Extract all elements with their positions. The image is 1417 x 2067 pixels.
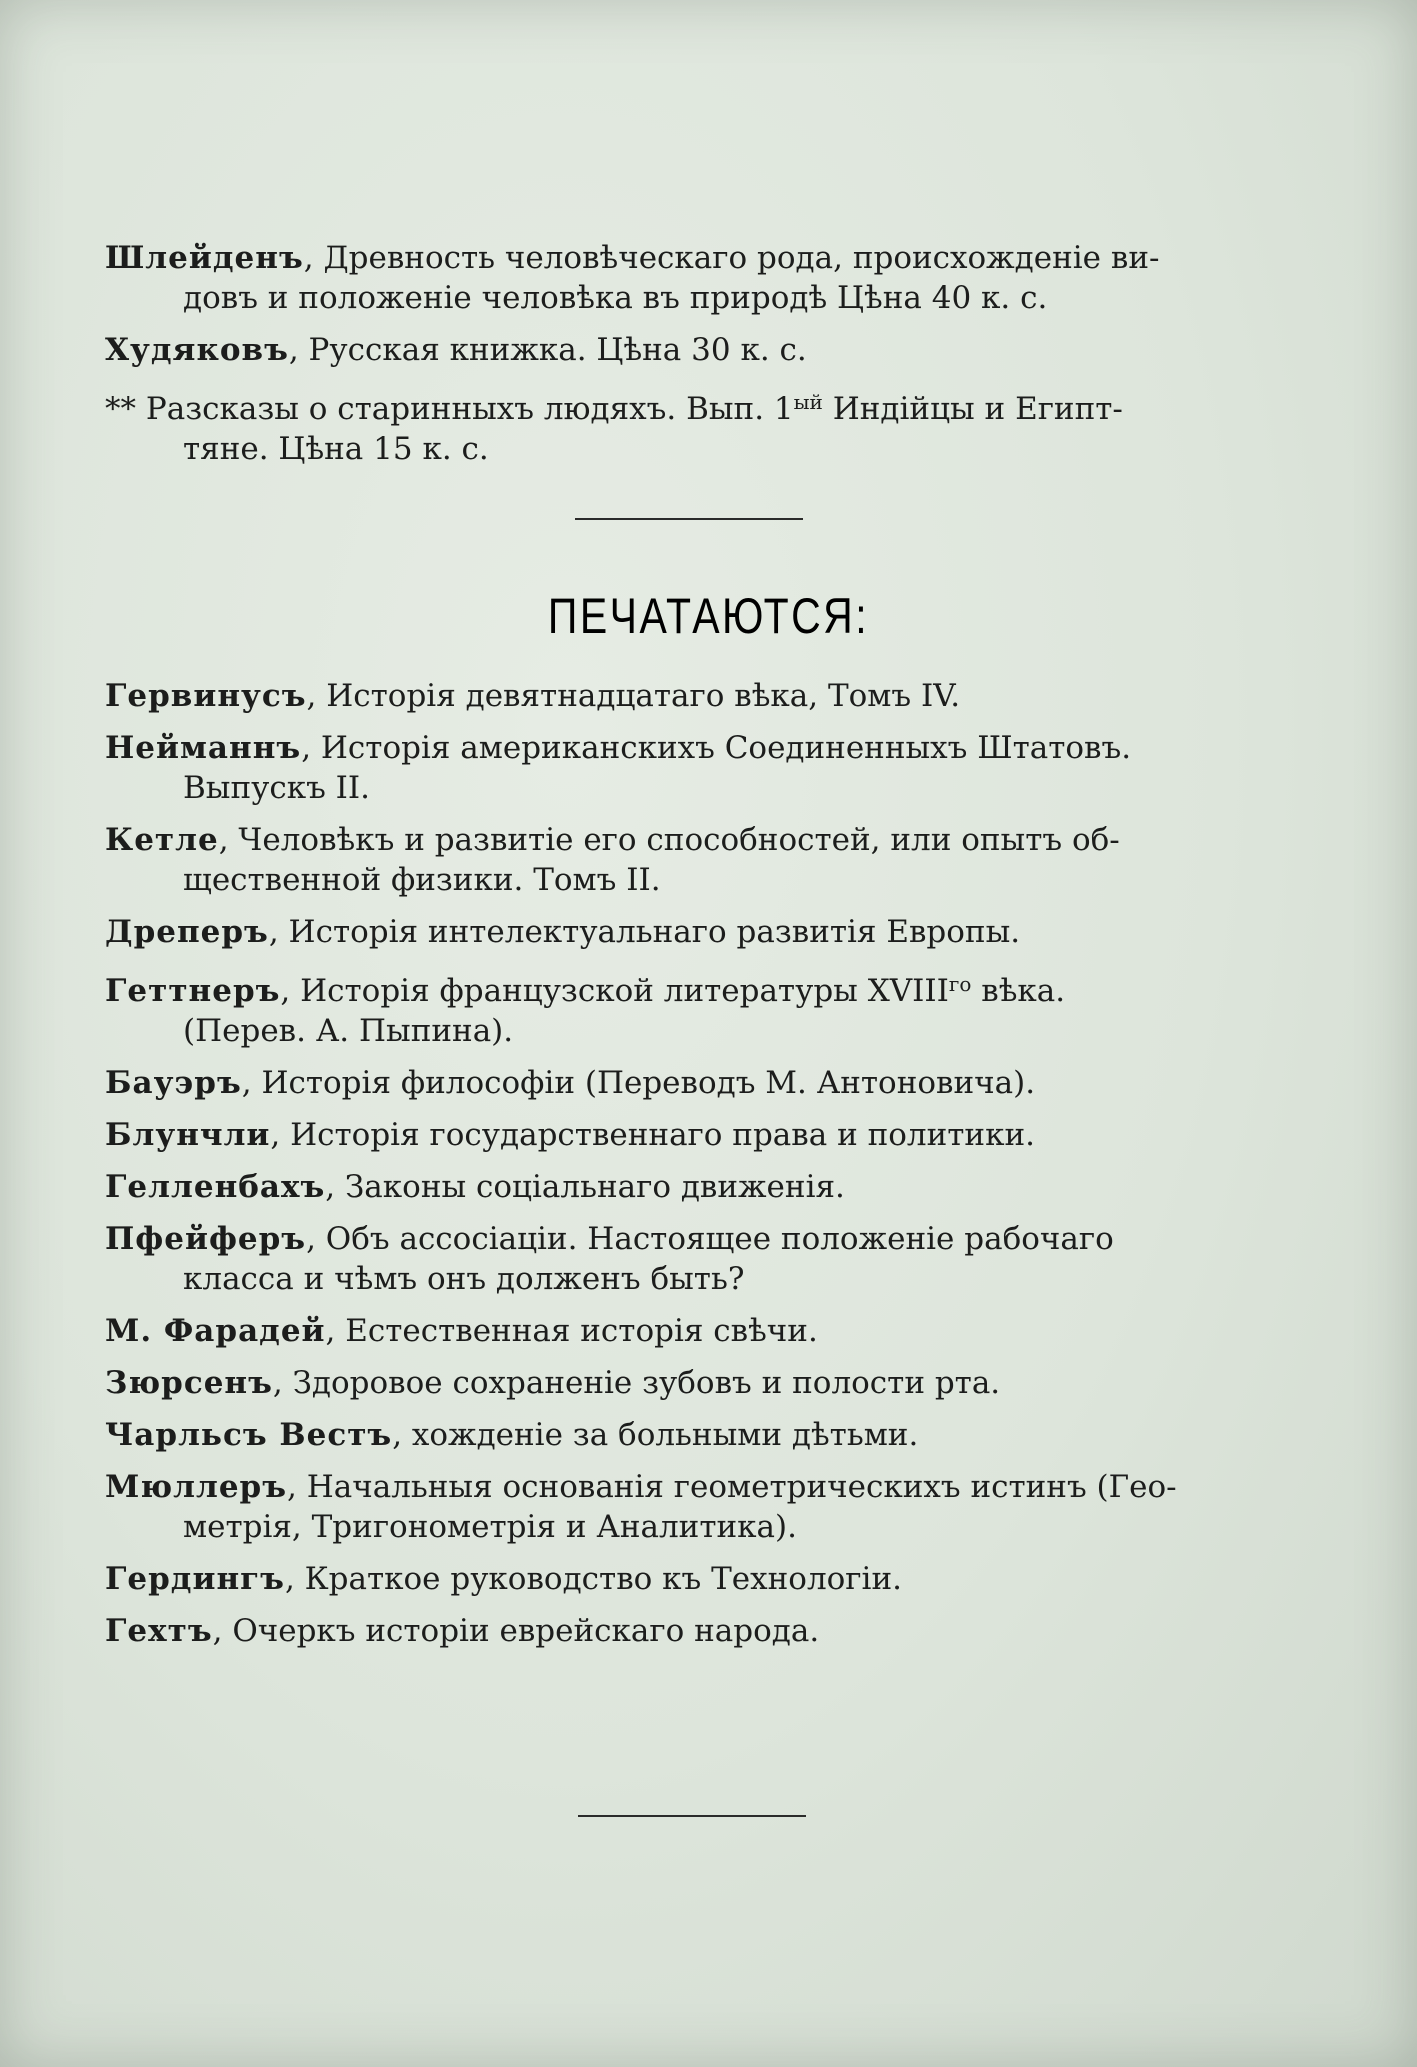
forthcoming-list	[105, 676, 1283, 1663]
author-name: Геттнеръ	[105, 973, 281, 1009]
entry-text: , Исторія философіи (Переводъ М. Антоновича).	[241, 1065, 1036, 1101]
entry-text-cont: (Перев. А. Пыпина).	[183, 1013, 514, 1049]
section-heading: ПЕЧАТАЮТСЯ:	[547, 588, 870, 644]
entry-text-cont: Выпускъ II.	[183, 770, 371, 806]
entry-text: , Законы соціальнаго движенія.	[325, 1169, 845, 1205]
book-entry-hellenbach	[105, 1167, 1283, 1207]
entry-text: , Естественная исторія свѣчи.	[325, 1313, 818, 1349]
author-name: Шлейденъ	[105, 240, 304, 276]
book-entry-hettner	[105, 964, 1283, 1051]
heading-wrap	[0, 586, 1417, 646]
book-entry-bauer	[105, 1063, 1283, 1103]
double-asterisk: **	[105, 391, 136, 427]
author-name: Бауэръ	[105, 1065, 242, 1101]
entry-text: , Начальныя основанія геометрическихъ истинъ (Гео-	[287, 1469, 1177, 1505]
superscript: ый	[793, 390, 823, 414]
book-entry-khudyakov	[105, 330, 1283, 370]
author-name: Худяковъ	[105, 332, 289, 368]
entry-text: , Краткое руководство къ Технологіи.	[284, 1561, 902, 1597]
book-entry-faraday	[105, 1311, 1283, 1351]
entry-text: , Человѣкъ и развитіе его способностей, или опытъ об-	[218, 822, 1120, 858]
author-name: Гехтъ	[105, 1613, 213, 1649]
book-entry-hecht	[105, 1611, 1283, 1651]
entry-text-cont: щественной физики. Томъ II.	[183, 862, 661, 898]
entry-text: , Объ ассосіаціи. Настоящее положеніе рабочаго	[306, 1221, 1114, 1257]
book-entry-bluntschli	[105, 1115, 1283, 1155]
book-entry-draper	[105, 912, 1283, 952]
author-name: Гелленбахъ	[105, 1169, 326, 1205]
author-name: Мюллеръ	[105, 1469, 287, 1505]
entry-text: , Исторія французской литературы XVIII	[280, 973, 949, 1009]
author-name: Блунчли	[105, 1117, 271, 1153]
book-entry-schleiden	[105, 238, 1283, 318]
author-name: Нейманнъ	[105, 730, 302, 766]
entry-text-b: Индійцы и Египт-	[822, 391, 1123, 427]
entry-text: , Древность человѣческаго рода, происхожденіе ви-	[303, 240, 1160, 276]
divider-rule-top	[575, 518, 803, 520]
book-entry-west	[105, 1415, 1283, 1455]
author-name: Гервинусъ	[105, 678, 307, 714]
author-name: Чарльсъ Вестъ	[105, 1417, 393, 1453]
entry-text-cont: класса и чѣмъ онъ долженъ быть?	[183, 1261, 745, 1297]
book-entry-tales	[105, 382, 1283, 469]
book-entry-quetelet	[105, 820, 1283, 900]
book-entry-pfeiffer	[105, 1219, 1283, 1299]
divider-rule-bottom	[578, 1815, 806, 1817]
entry-text: , Исторія интелектуальнаго развитія Европы.	[268, 914, 1021, 950]
author-name: М. Фарадей	[105, 1313, 326, 1349]
entry-text: , Очеркъ исторіи еврейскаго народа.	[212, 1613, 820, 1649]
entry-text: Разсказы о старинныхъ людяхъ. Вып. 1	[145, 391, 794, 427]
entry-text-cont: метрія, Тригонометрія и Аналитика).	[183, 1509, 797, 1545]
superscript: го	[948, 972, 972, 996]
entry-text: , Исторія государственнаго права и политики.	[270, 1117, 1035, 1153]
author-name: Гердингъ	[105, 1561, 285, 1597]
author-name: Кетле	[105, 822, 219, 858]
entry-text: , Исторія американскихъ Соединенныхъ Штатовъ.	[301, 730, 1132, 766]
published-list	[105, 238, 1283, 481]
author-name: Зюрсенъ	[105, 1365, 273, 1401]
book-entry-muller	[105, 1467, 1283, 1547]
entry-text: , Исторія девятнадцатаго вѣка, Томъ IV.	[306, 678, 961, 714]
book-entry-gervinus	[105, 676, 1283, 716]
entry-text-cont: довъ и положеніе человѣка въ природѣ Цѣна 40 к. с.	[183, 280, 1048, 316]
book-entry-gerding	[105, 1559, 1283, 1599]
book-entry-zursen	[105, 1363, 1283, 1403]
entry-text: , Здоровое сохраненіе зубовъ и полости рта.	[272, 1365, 1001, 1401]
entry-text-b: вѣка.	[971, 973, 1066, 1009]
book-entry-neumann	[105, 728, 1283, 808]
entry-text-cont: тяне. Цѣна 15 к. с.	[183, 431, 489, 467]
entry-text: , Русская книжка. Цѣна 30 к. с.	[288, 332, 807, 368]
author-name: Пфейферъ	[105, 1221, 307, 1257]
entry-text: , хожденіе за больными дѣтьми.	[392, 1417, 919, 1453]
author-name: Дреперъ	[105, 914, 269, 950]
